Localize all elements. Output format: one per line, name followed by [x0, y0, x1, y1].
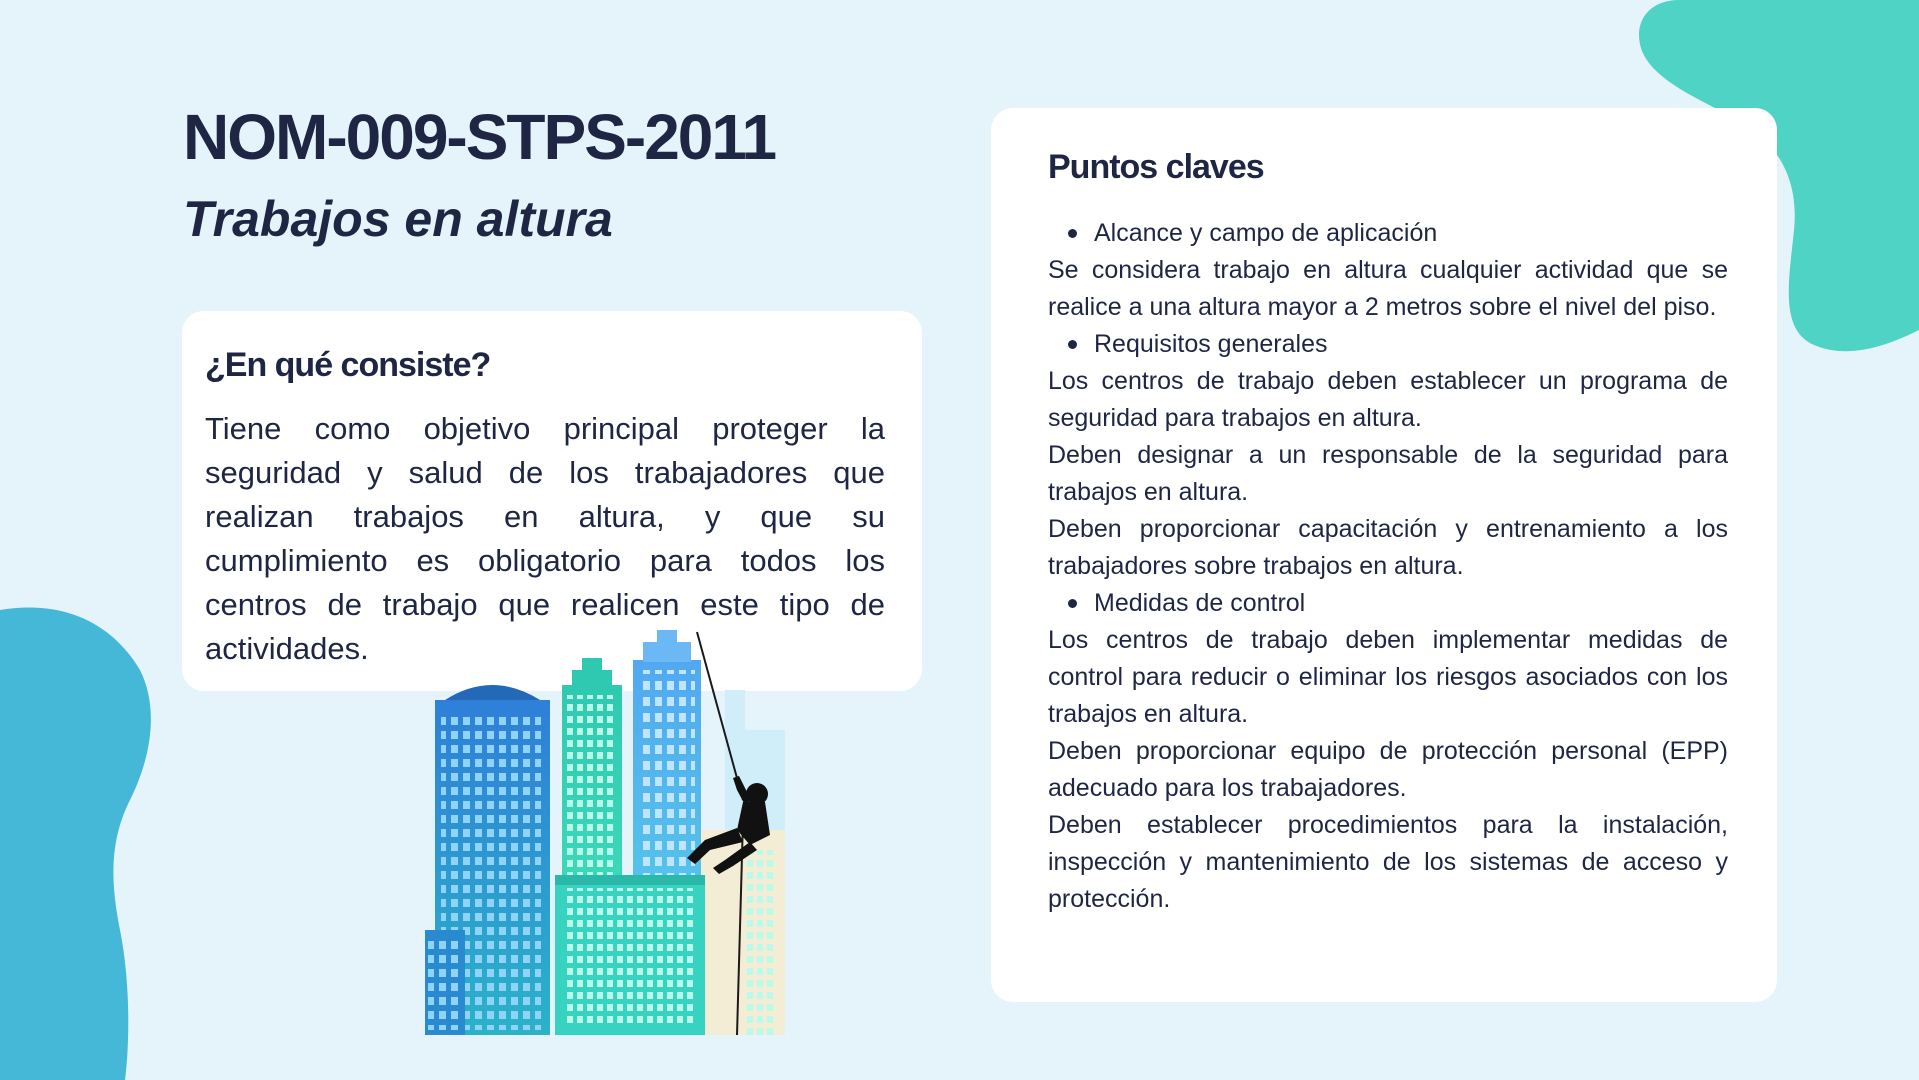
paragraph: Deben proporcionar capacitación y entrenamiento a los trabajadores sobre trabajos en altura. — [1048, 515, 1728, 580]
key-points-list — [1048, 215, 1728, 918]
bullet-label: Alcance y campo de aplicación — [1094, 219, 1438, 247]
decorative-blob-left — [0, 600, 160, 1080]
page-title: NOM-009-STPS-2011 — [183, 101, 776, 173]
paragraph: Deben proporcionar equipo de protección personal (EPP) adecuado para los trabajadores. — [1048, 737, 1728, 802]
paragraph: Los centros de trabajo deben implementar medidas de control para reducir o eliminar los riesgos asociados con los trabajos en altura. — [1048, 626, 1728, 728]
key-points-heading: Puntos claves — [1048, 148, 1264, 186]
page-subtitle: Trabajos en altura — [183, 191, 613, 247]
list-item — [1048, 585, 1728, 622]
bullet-icon — [1068, 229, 1077, 238]
bullet-icon — [1068, 340, 1077, 349]
what-is-it-text: Tiene como objetivo principal proteger la seguridad y salud de los trabajadores que realizan trabajos en altura, y que su cumplimiento es obligatorio para todos los centros de trabajo que realicen este tipo de actividades. — [205, 411, 885, 666]
bullet-label: Medidas de control — [1094, 589, 1306, 617]
bullet-label: Requisitos generales — [1094, 330, 1328, 358]
paragraph: Los centros de trabajo deben establecer un programa de seguridad para trabajos en altura. — [1048, 367, 1728, 432]
list-item — [1048, 326, 1728, 363]
key-points-card — [991, 108, 1777, 1002]
city-rope-access-worker-illustration — [425, 630, 825, 1035]
paragraph: Deben designar a un responsable de la seguridad para trabajos en altura. — [1048, 441, 1728, 506]
paragraph: Deben establecer procedimientos para la instalación, inspección y mantenimiento de los sistemas de acceso y protección. — [1048, 811, 1728, 913]
bullet-icon — [1068, 599, 1077, 608]
list-item — [1048, 215, 1728, 252]
what-is-it-heading: ¿En qué consiste? — [205, 346, 491, 384]
paragraph: Se considera trabajo en altura cualquier actividad que se realice a una altura mayor a 2 metros sobre el nivel del piso. — [1048, 256, 1728, 321]
